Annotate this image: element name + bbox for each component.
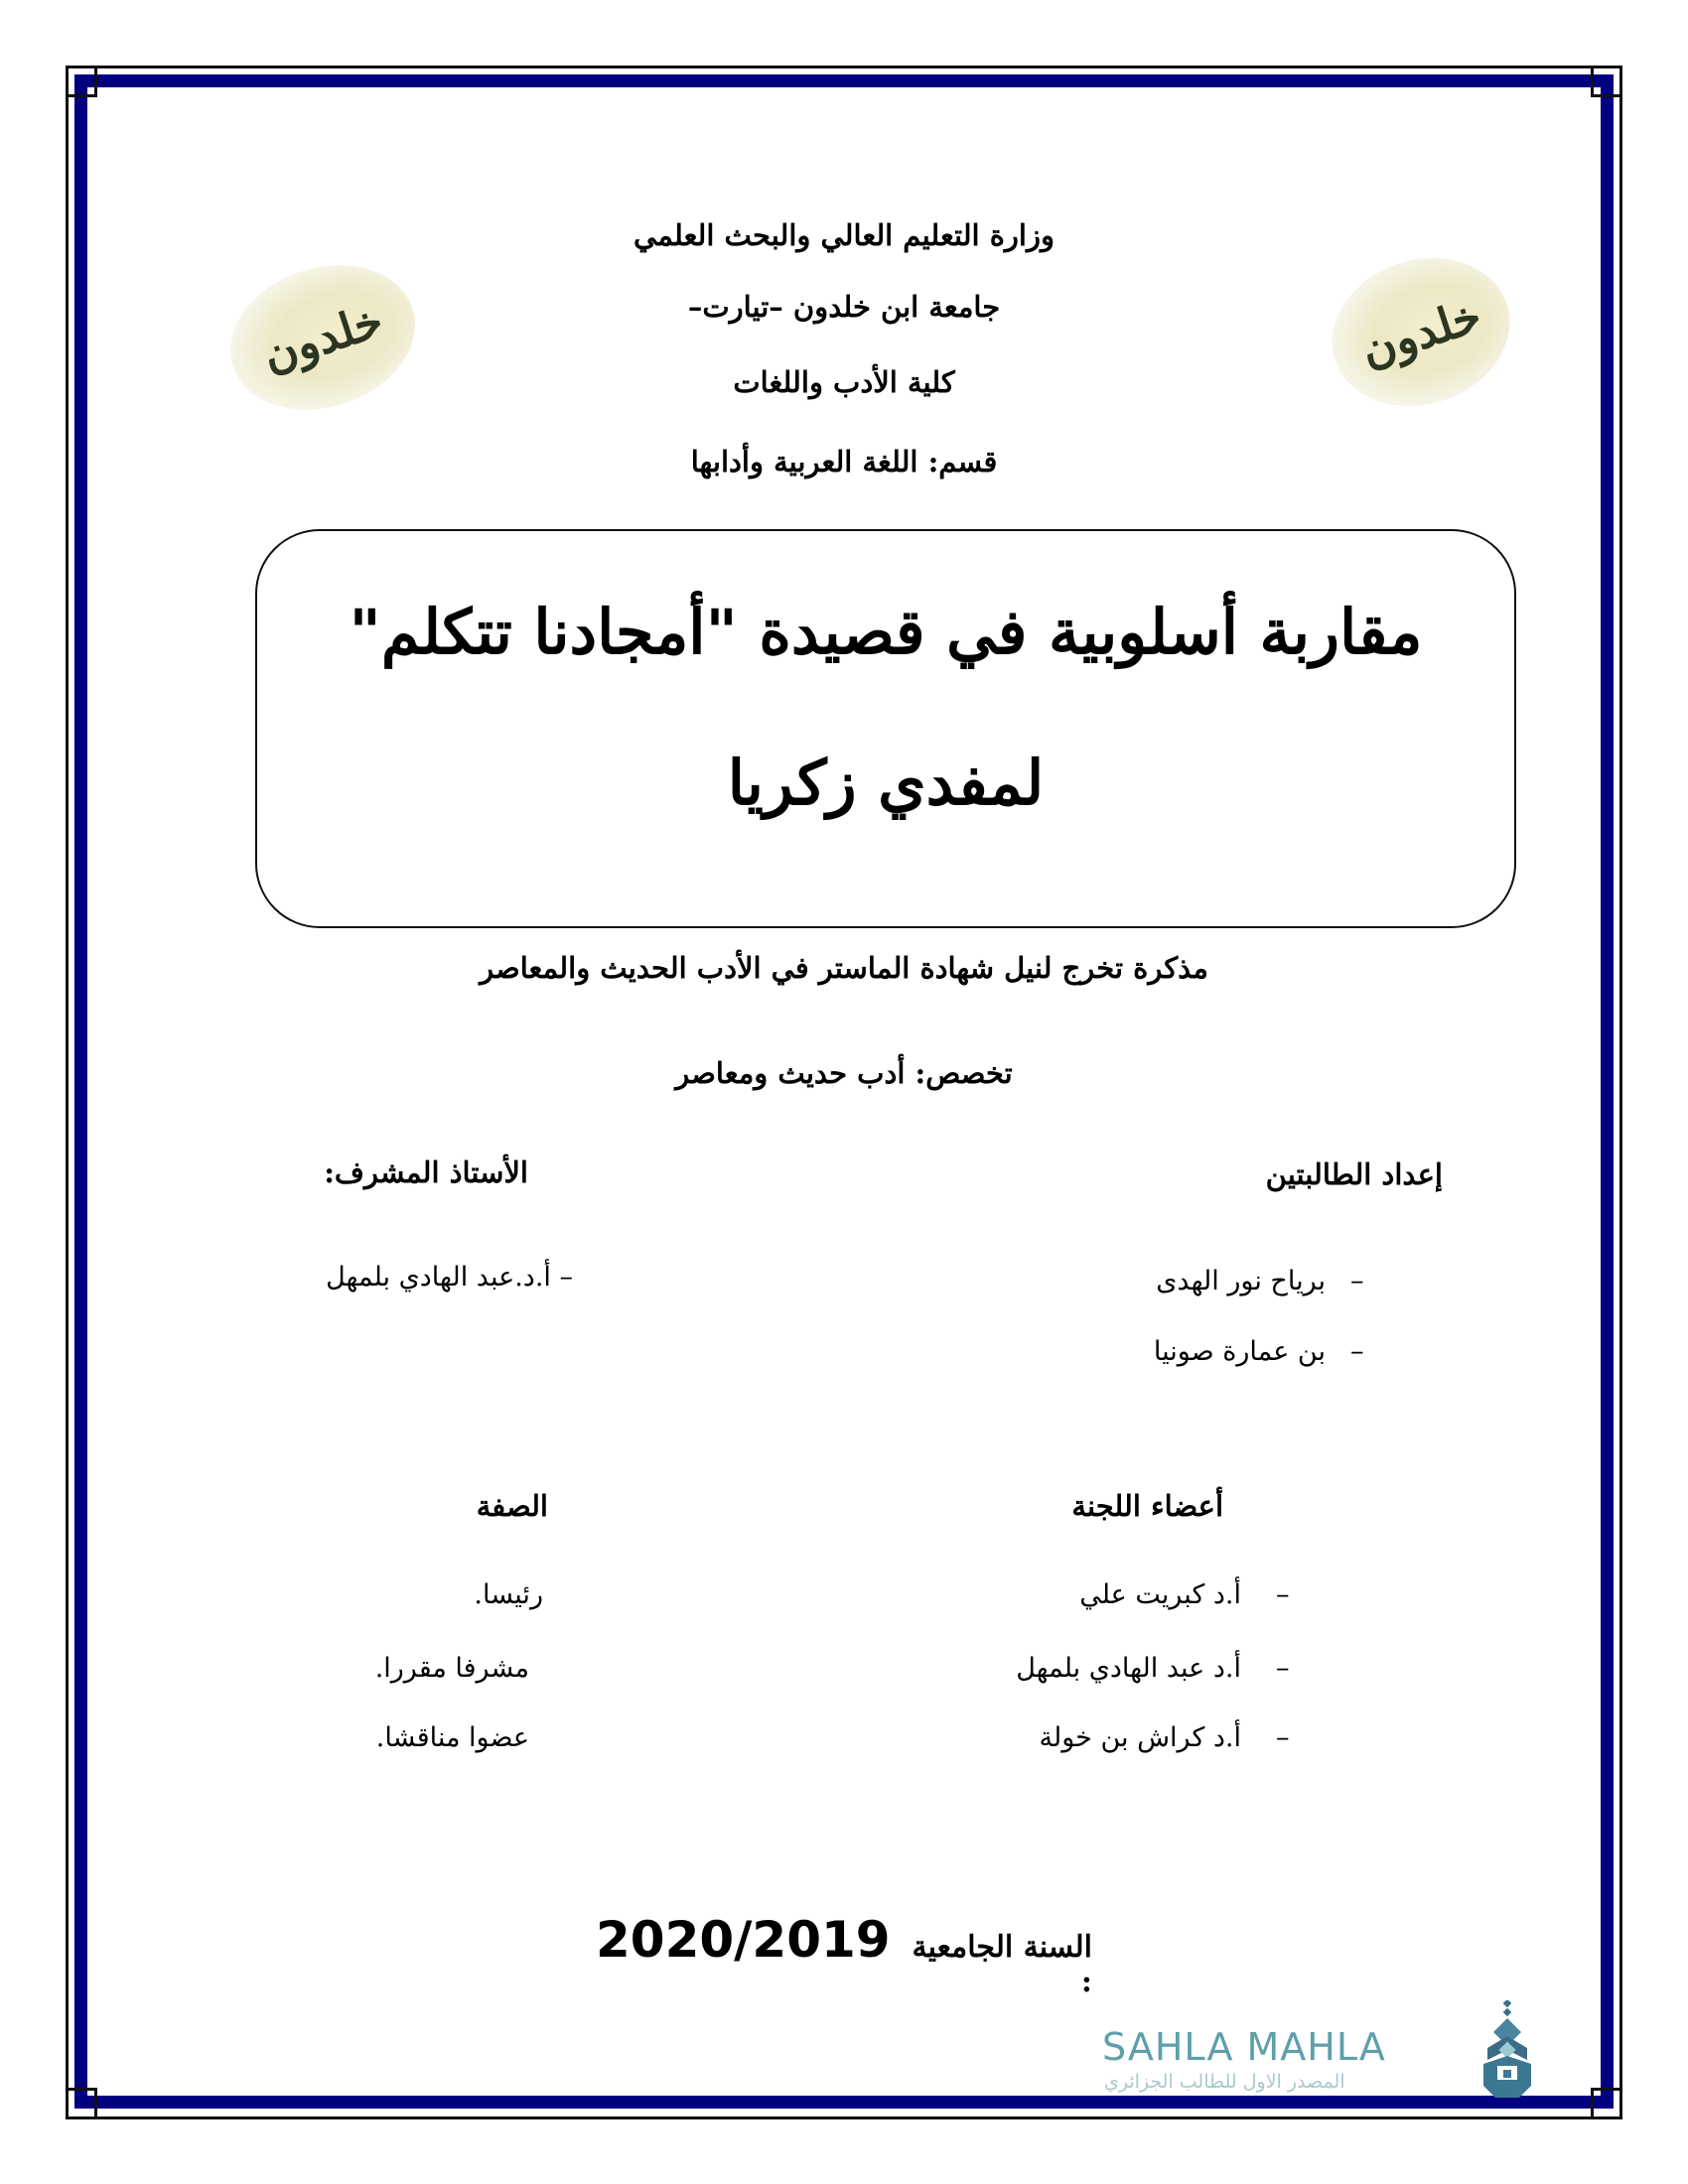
- corner-ornament-bottom-right: [1591, 2088, 1622, 2119]
- bullet-dash: –: [1350, 1336, 1364, 1367]
- seal-text-right: خلدون: [1353, 287, 1488, 377]
- role-heading: الصفة: [476, 1489, 548, 1523]
- committee-heading: أعضاء اللجنة: [1071, 1489, 1223, 1523]
- bullet-dash: –: [1276, 1579, 1290, 1610]
- bullet-dash: –: [1276, 1653, 1290, 1684]
- corner-ornament-top-left: [66, 66, 97, 97]
- committee-member-name: أ.د كراش بن خولة: [1039, 1722, 1241, 1753]
- academic-year: [596, 1911, 1092, 1999]
- specialty: تخصص: أدب حديث ومعاصر: [675, 1056, 1013, 1090]
- student-name: برياح نور الهدى: [1156, 1266, 1326, 1297]
- sahla-mahla-logo-icon: [1479, 2000, 1535, 2100]
- faculty-name: كلية الأدب واللغات: [733, 365, 955, 399]
- supervisor-name: – أ.د.عبد الهادي بلمهل: [326, 1262, 573, 1293]
- degree-statement: مذكرة تخرج لنيل شهادة الماستر في الأدب الحديث والمعاصر: [480, 951, 1208, 985]
- corner-ornament-top-right: [1591, 66, 1622, 97]
- committee-member-name: أ.د عبد الهادي بلمهل: [1016, 1653, 1241, 1684]
- academic-year-label: السنة الجامعية :: [912, 1930, 1092, 1999]
- committee-member-name: أ.د كبريت علي: [1079, 1579, 1241, 1610]
- students-heading: إعداد الطالبتين: [1265, 1158, 1443, 1191]
- committee-member-role: مشرفا مقررا.: [374, 1653, 529, 1684]
- thesis-title-line2: لمفدي زكريا: [727, 747, 1045, 819]
- academic-year-value: 2020/2019: [596, 1911, 891, 1969]
- department-name: قسم: اللغة العربية وأدابها: [690, 445, 998, 478]
- thesis-title-line1: مقاربة أسلوبية في قصيدة "أمجادنا تتكلم": [349, 596, 1423, 668]
- corner-ornament-bottom-left: [66, 2088, 97, 2119]
- seal-text-left: خلدون: [255, 293, 390, 382]
- bullet-dash: –: [1350, 1266, 1364, 1297]
- supervisor-heading: الأستاذ المشرف:: [324, 1156, 528, 1189]
- watermark-tagline: المصدر الاول للطالب الجزائري: [1104, 2071, 1345, 2093]
- ministry-name: وزارة التعليم العالي والبحث العلمي: [633, 218, 1055, 252]
- title-box: [255, 529, 1516, 928]
- student-name: بن عمارة صونيا: [1153, 1336, 1326, 1367]
- watermark-brand: SAHLA MAHLA: [1102, 2025, 1386, 2069]
- committee-member-role: عضوا مناقشا.: [375, 1722, 529, 1753]
- committee-member-role: رئيسا.: [474, 1579, 543, 1610]
- bullet-dash: –: [1276, 1722, 1290, 1753]
- university-name: جامعة ابن خلدون –تيارت–: [687, 290, 1001, 324]
